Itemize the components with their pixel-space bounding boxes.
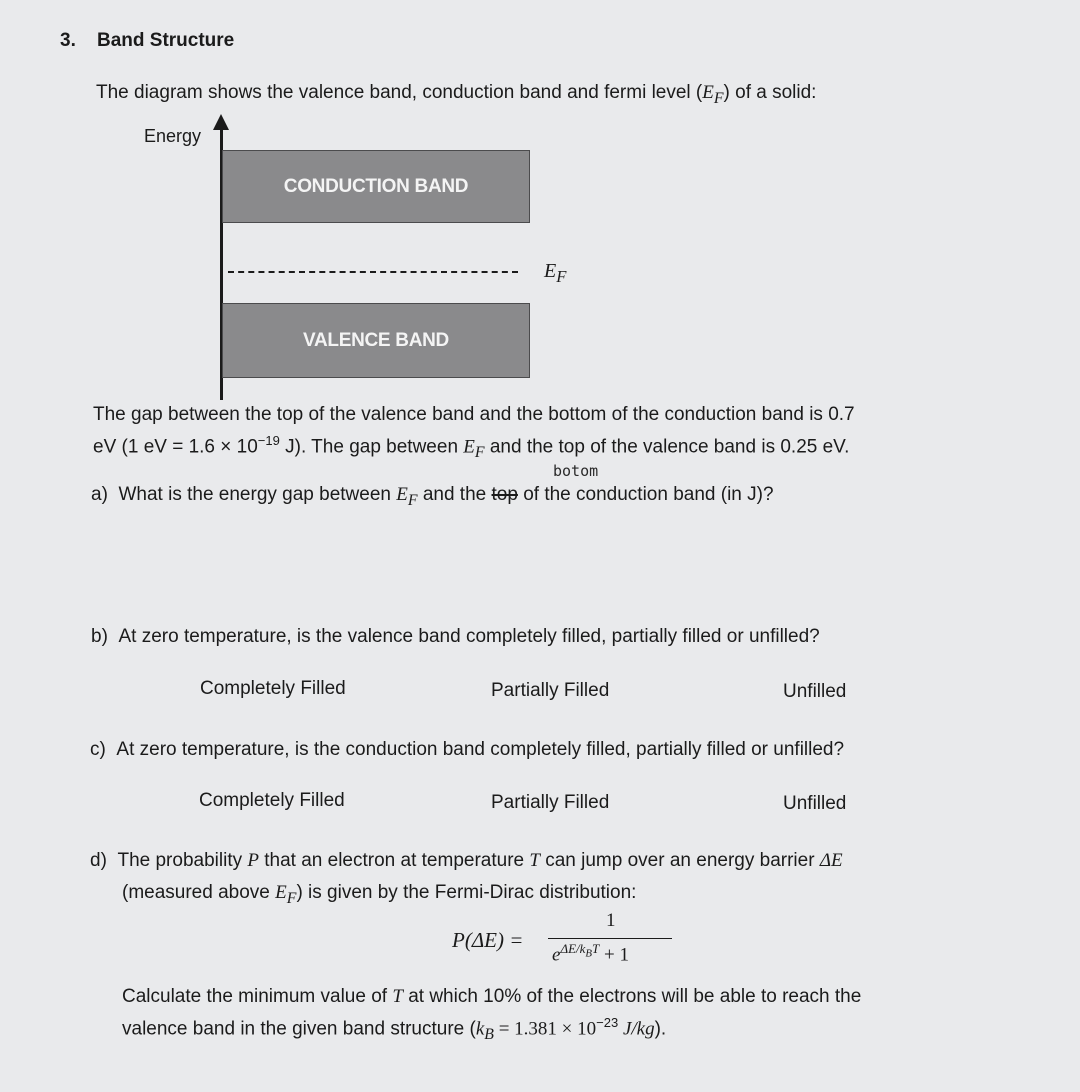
question-a-sub: F — [407, 491, 418, 509]
question-d-line1 — [90, 846, 843, 876]
question-c-choice-partially-filled[interactable]: Partially Filled — [491, 792, 610, 813]
section-title: Band Structure — [97, 30, 235, 51]
question-d-line1-b: that an electron at temperature — [258, 850, 530, 871]
gap-text-symbol: E — [463, 436, 475, 458]
formula-den-exp-T: T — [592, 941, 600, 956]
question-d-label: d) — [90, 850, 107, 871]
question-c-choice-completely-filled[interactable]: Completely Filled — [199, 790, 345, 811]
question-c-label: c) — [90, 739, 106, 760]
gap-text-a: eV (1 eV = 1.6 × 10 — [93, 436, 258, 458]
formula-den-exp: ΔE/k — [560, 941, 586, 956]
valence-band-label: VALENCE BAND — [303, 329, 449, 351]
fermi-label-sub: F — [556, 267, 567, 286]
question-d-line4-c: ). — [654, 1018, 667, 1040]
question-a-text-b: and the — [417, 484, 492, 505]
intro-text — [96, 78, 816, 111]
conduction-band-label: CONDUCTION BAND — [283, 175, 469, 197]
question-d-line1-a: The probability — [117, 850, 248, 871]
gap-text-c: and the top of the valence band is 0.25 eV. — [484, 436, 850, 458]
question-d-P: P — [247, 850, 259, 871]
question-d-line3 — [122, 982, 861, 1012]
question-b — [91, 622, 820, 652]
question-d-line2-a: (measured above — [122, 882, 276, 903]
question-d-T: T — [529, 850, 540, 871]
formula-numerator: 1 — [606, 910, 616, 931]
question-c-choice-unfilled[interactable]: Unfilled — [783, 793, 847, 814]
gap-text-b: J). The gap between — [279, 436, 464, 458]
question-d-k: k — [475, 1018, 485, 1040]
question-d-unit: J/kg — [618, 1018, 655, 1040]
section-number: 3. — [60, 30, 76, 51]
question-d-line4 — [122, 1013, 666, 1047]
fermi-symbol: E — [702, 82, 714, 103]
formula-den-exp-sub: B — [585, 947, 593, 960]
question-d-line2-symbol: E — [275, 882, 287, 903]
fermi-level-label — [544, 260, 566, 287]
question-d-line3-b: at which 10% of the electrons will be able to reach the — [402, 986, 862, 1007]
question-a-symbol: E — [396, 484, 408, 505]
question-d-line2-b: ) is given by the Fermi-Dirac distribution: — [296, 882, 637, 903]
conduction-band — [222, 150, 530, 223]
question-d-exp: −23 — [596, 1015, 619, 1030]
question-d-ksub: B — [484, 1026, 494, 1044]
question-b-choice-partially-filled[interactable]: Partially Filled — [491, 680, 610, 701]
question-d-line2 — [122, 878, 636, 911]
question-a-struck-word: top — [491, 484, 518, 505]
question-d-line1-c: can jump over an energy barrier — [539, 850, 820, 871]
gap-text-line1: The gap between the top of the valence band and the bottom of the conduction band is 0.7 — [93, 404, 855, 425]
formula-fraction-bar — [548, 938, 672, 939]
formula-den-tail: + 1 — [599, 944, 629, 966]
question-b-label: b) — [91, 626, 108, 647]
gap-text-line2 — [93, 431, 849, 465]
question-b-text: At zero temperature, is the valence band completely filled, partially filled or unfilled? — [118, 626, 820, 647]
question-b-choice-unfilled[interactable]: Unfilled — [783, 681, 847, 702]
intro-before: The diagram shows the valence band, conduction band and fermi level ( — [96, 82, 703, 103]
fermi-label-symbol: E — [544, 260, 557, 282]
question-c-text: At zero temperature, is the conduction band completely filled, partially filled or unfilled? — [116, 739, 845, 760]
energy-axis-label: Energy — [144, 126, 202, 146]
question-a-label: a) — [91, 484, 108, 505]
question-d-line4-a: valence band in the given band structure ( — [122, 1018, 476, 1040]
handwritten-correction: botom — [553, 462, 599, 480]
question-d-line4-b: = 1.381 × 10 — [493, 1018, 597, 1040]
question-c — [90, 735, 844, 765]
formula-lhs: P(ΔE) = — [452, 928, 524, 952]
formula-denominator — [552, 941, 629, 966]
question-a-text-c: of the conduction band (in J)? — [517, 484, 774, 505]
band-diagram — [140, 110, 610, 400]
intro-after: ) of a solid: — [723, 82, 817, 103]
question-a-text-a: What is the energy gap between — [118, 484, 397, 505]
question-d-deltaE: ΔE — [819, 850, 843, 871]
question-b-choice-completely-filled[interactable]: Completely Filled — [200, 678, 346, 699]
gap-text-sub: F — [474, 444, 485, 462]
fermi-subscript: F — [713, 89, 724, 107]
question-d-line3-T: T — [392, 986, 403, 1007]
question-a — [91, 480, 774, 513]
fermi-level-line — [228, 271, 518, 273]
question-d-line3-a: Calculate the minimum value of — [122, 986, 393, 1007]
valence-band — [222, 303, 530, 378]
question-d-line2-sub: F — [286, 889, 297, 907]
gap-text-exponent: −19 — [257, 433, 280, 448]
formula-den-base: e — [552, 944, 561, 966]
